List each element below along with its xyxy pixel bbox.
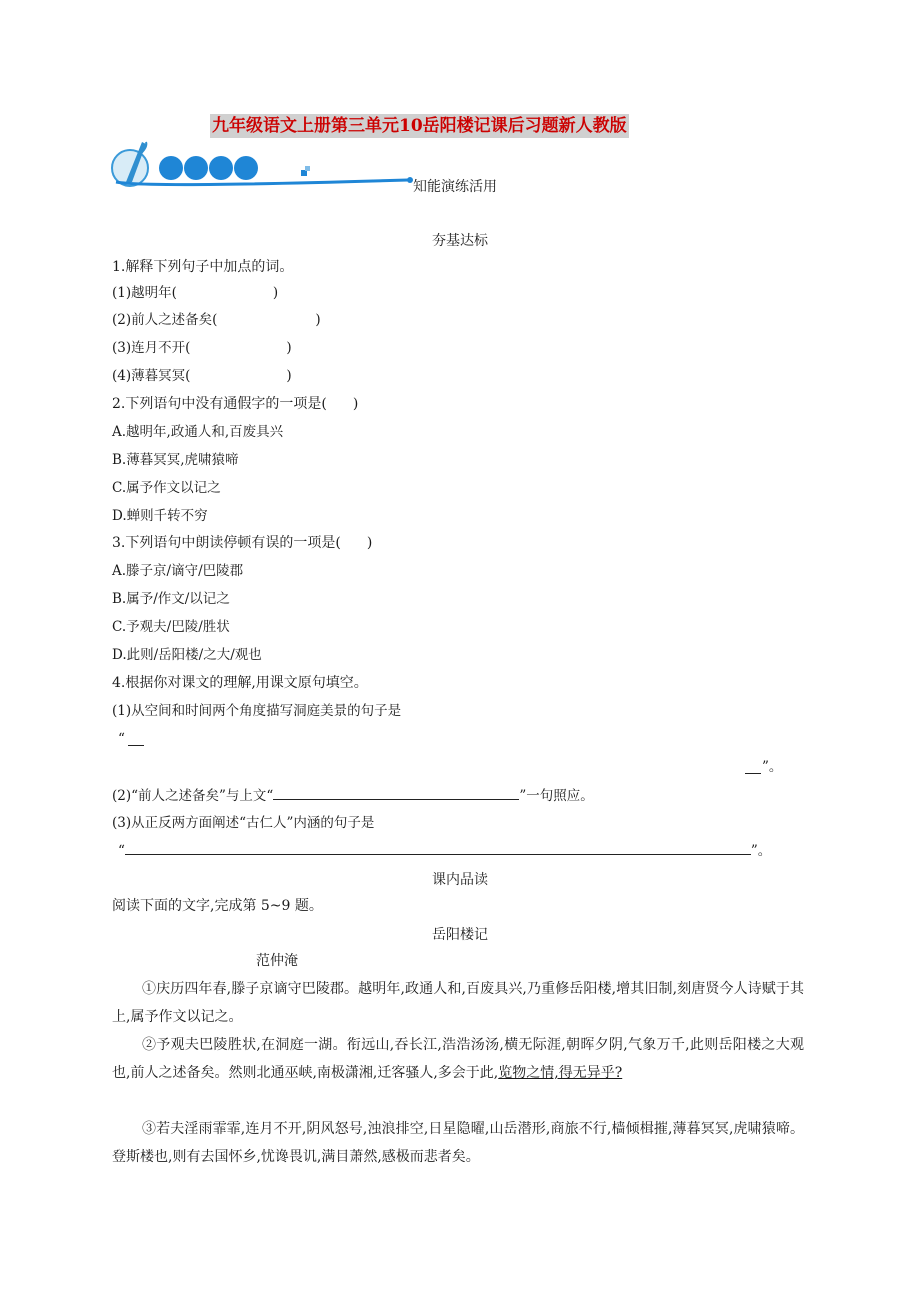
question-1-stem: 1.解释下列句子中加点的词。 [112, 259, 294, 275]
banner-label: 知能演练活用 [413, 179, 497, 195]
underlined-phrase: 览物之情,得无异乎? [498, 1065, 623, 1081]
question-3-stem: 3.下列语句中朗读停顿有误的一项是( ) [112, 535, 373, 551]
q2-option-c: C.属予作文以记之 [112, 480, 221, 496]
q3-option-d: D.此则/岳阳楼/之大/观也 [112, 647, 262, 663]
q4-part-1: (1)从空间和时间两个角度描写洞庭美景的句子是 [112, 703, 402, 719]
dot-icon-3 [209, 156, 233, 180]
q3-option-c: C.予观夫/巴陵/胜状 [112, 619, 230, 635]
dot-icon-2 [184, 156, 208, 180]
q2-option-a: A.越明年,政通人和,百废具兴 [112, 424, 284, 440]
document-title: 九年级语文上册第三单元10岳阳楼记课后习题新人教版 [212, 116, 627, 136]
paragraph-2: ②予观夫巴陵胜状,在洞庭一湖。衔远山,吞长江,浩浩汤汤,横无际涯,朝晖夕阴,气象万千,此则岳阳楼之大观也,前人之述备矣。然则北通巫峡,南极潇湘,迁客骚人,多会于此,览物之情,得无异乎? [112, 1037, 804, 1081]
q3-option-b: B.属予/作文/以记之 [112, 591, 230, 607]
q1-item-1: (1)越明年( ) [112, 285, 279, 301]
dot-icon-1 [159, 156, 183, 180]
paragraph-1: ①庆历四年春,滕子京谪守巴陵郡。越明年,政通人和,百废具兴,乃重修岳阳楼,增其旧制,刻唐贤今人诗赋于其上,属予作文以记之。 [112, 981, 804, 1025]
question-2-stem: 2.下列语句中没有通假字的一项是( ) [112, 396, 359, 412]
reading-instruction: 阅读下面的文字,完成第 5~9 题。 [112, 898, 323, 914]
section-heading-reading: 课内品读 [432, 872, 488, 888]
text-title: 岳阳楼记 [432, 927, 488, 943]
q2-option-d: D.蝉则千转不穷 [112, 508, 208, 524]
paragraph-3: ③若夫淫雨霏霏,连月不开,阴风怒号,浊浪排空,日星隐曜,山岳潜形,商旅不行,樯倾楫摧,薄暮冥冥,虎啸猿啼。登斯楼也,则有去国怀乡,忧谗畏讥,满目萧然,感极而悲者矣。 [112, 1121, 804, 1165]
q4-part-1-blank-start [128, 745, 144, 746]
q4-part-1-close-quote: ”。 [762, 759, 783, 775]
text-author: 范仲淹 [256, 953, 298, 969]
dot-icon-4 [234, 156, 258, 180]
q3-option-a: A.滕子京/谪守/巴陵郡 [112, 563, 244, 579]
q4-part-1-blank-end [745, 773, 761, 774]
q2-option-b: B.薄暮冥冥,虎啸猿啼 [112, 452, 239, 468]
q4-part-3-answer: “ ”。 [118, 840, 771, 861]
q1-item-2: (2)前人之述备矣( ) [112, 312, 321, 328]
q4-part-3: (3)从正反两方面阐述“古仁人”内涵的句子是 [112, 815, 375, 831]
q1-item-4: (4)薄暮冥冥( ) [112, 368, 292, 384]
q1-item-3: (3)连月不开( ) [112, 340, 292, 356]
q4-part-2: (2)“前人之述备矣”与上文“ ”一句照应。 [112, 785, 594, 806]
question-4-stem: 4.根据你对课文的理解,用课文原句填空。 [112, 675, 368, 691]
section-heading-basics: 夯基达标 [432, 233, 488, 249]
q4-part-1-open-quote: “ [118, 731, 125, 747]
